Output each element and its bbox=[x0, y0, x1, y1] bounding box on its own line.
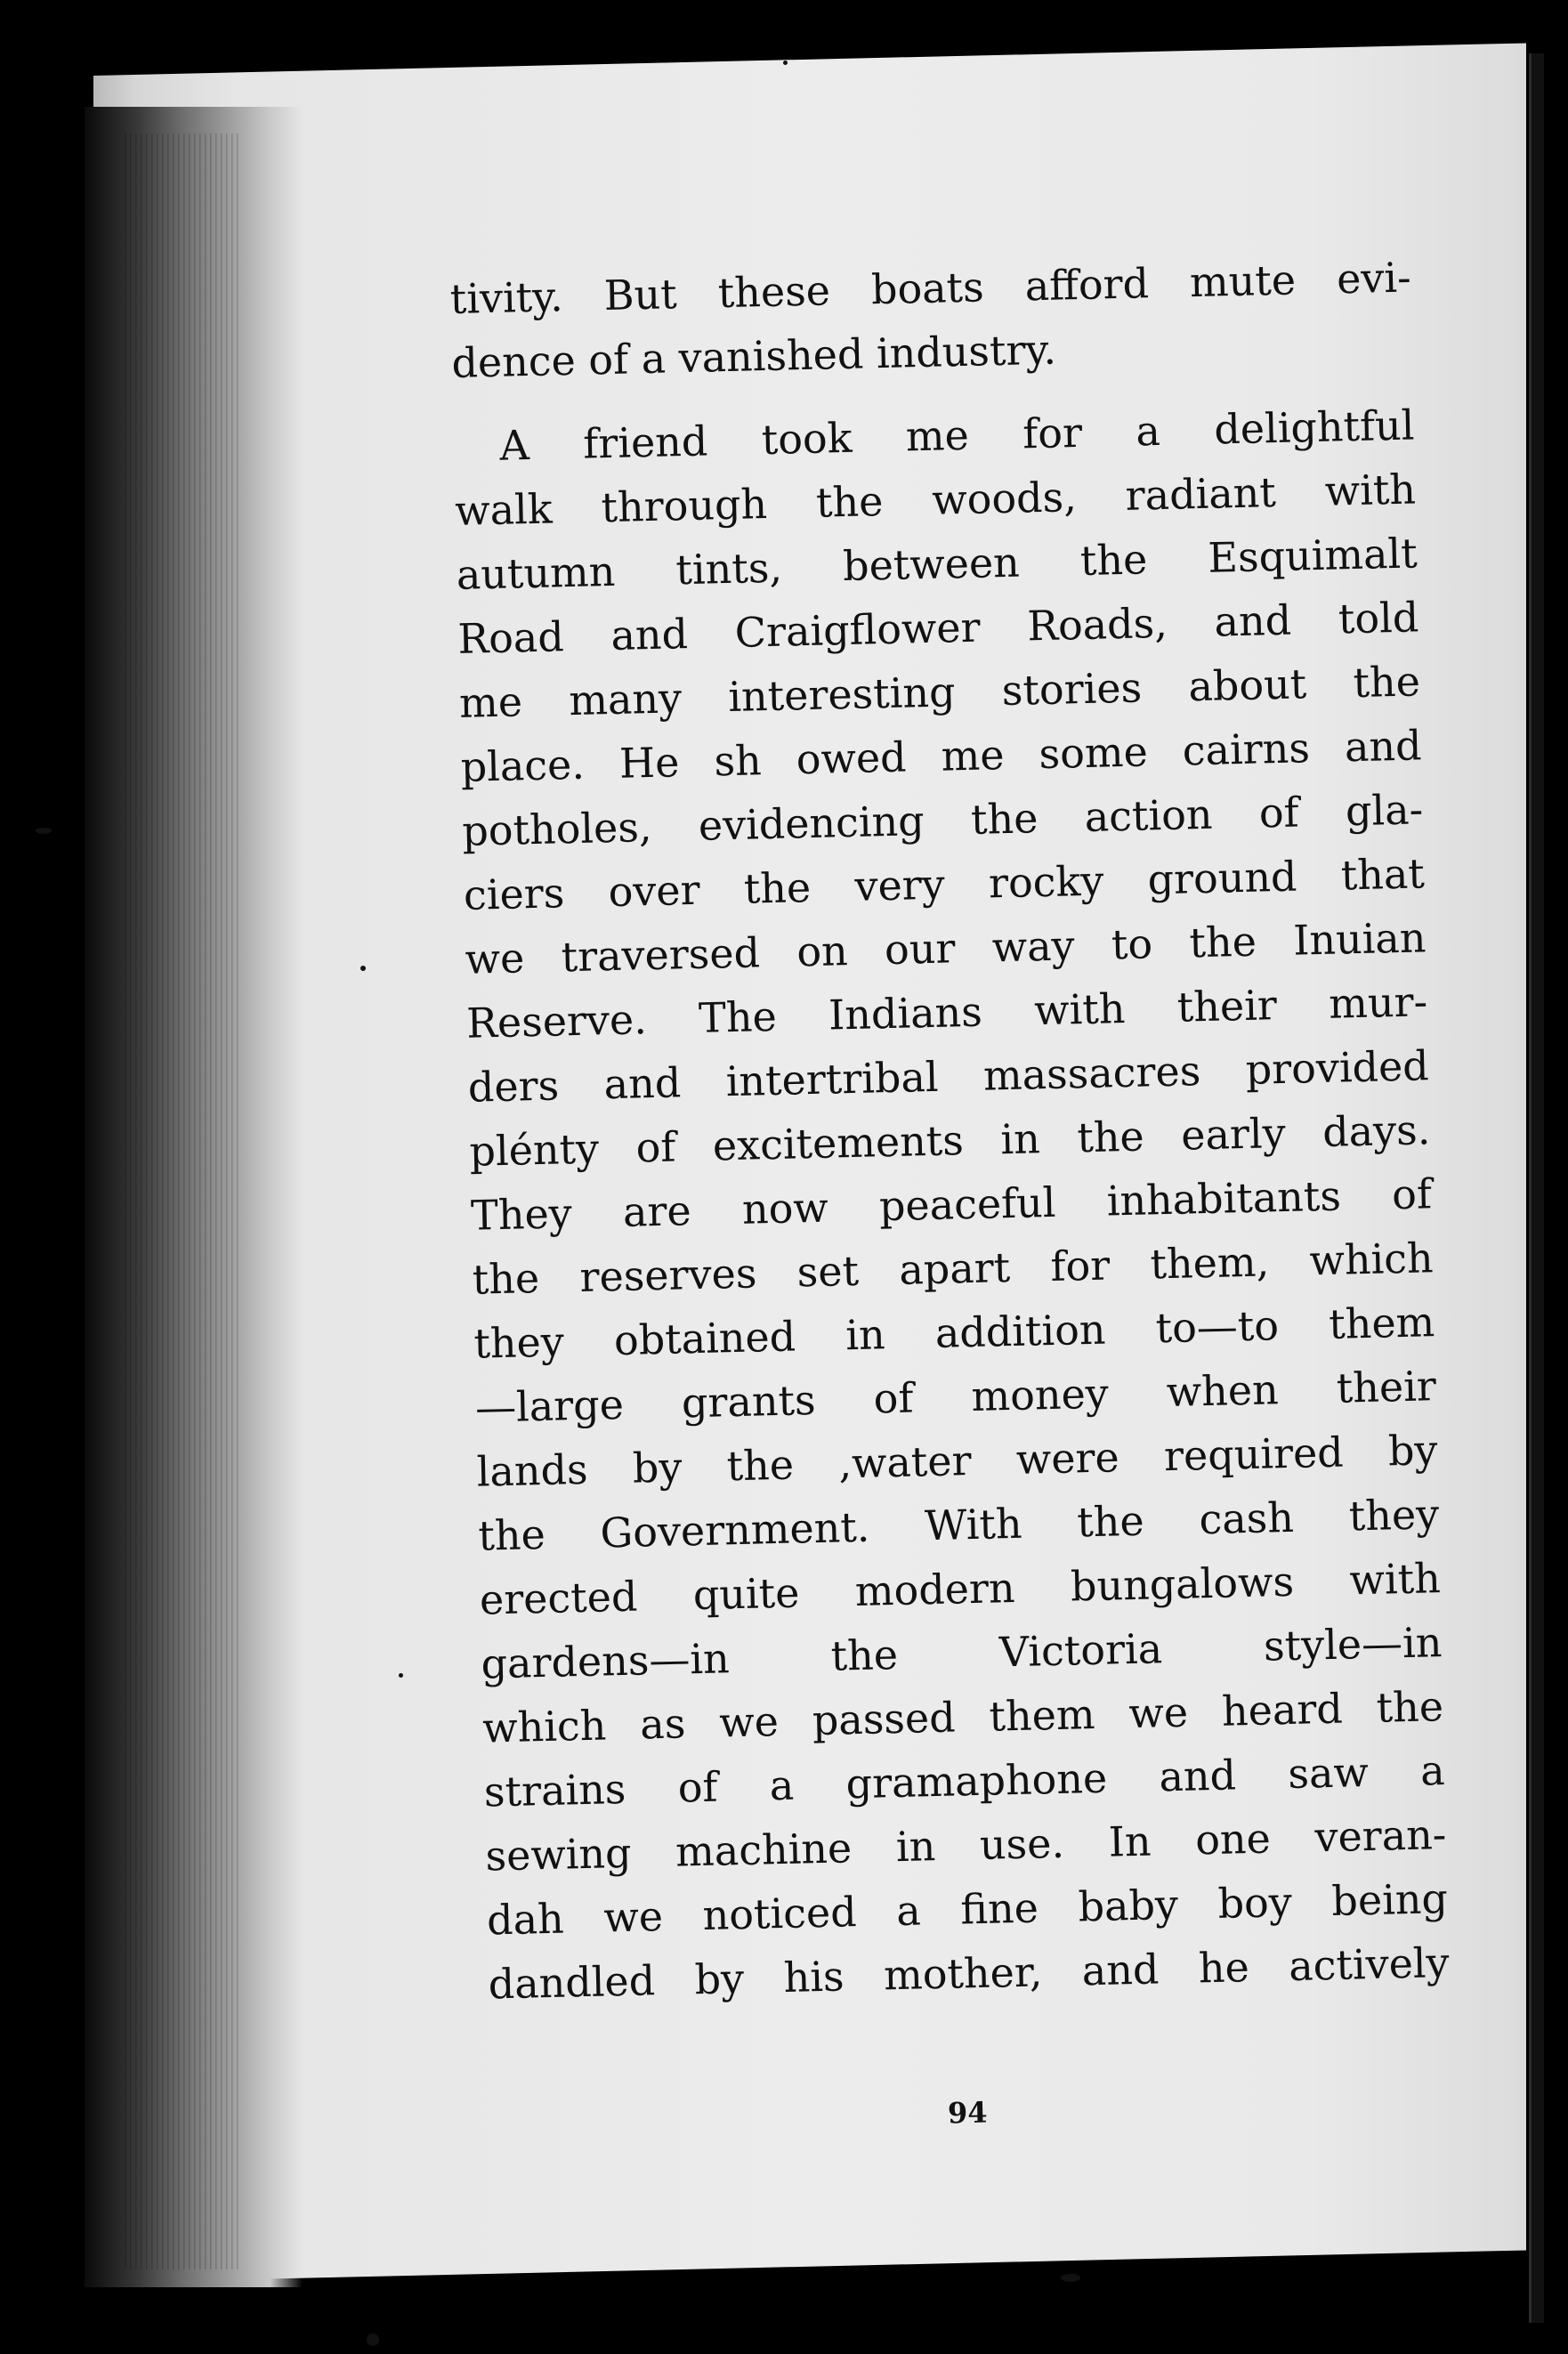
text-line: me many interesting stories about the bbox=[458, 657, 1421, 727]
text-line: the Government. With the cash they bbox=[477, 1490, 1440, 1560]
text-line: dandled by his mother, and he actively bbox=[488, 1938, 1451, 2009]
text-line: autumn tints, between the Esquimalt bbox=[456, 529, 1418, 599]
body-text bbox=[449, 245, 1450, 2016]
text-line: strains of a gramaphone and saw a bbox=[483, 1746, 1446, 1816]
text-line: erected quite modern bungalows with bbox=[479, 1554, 1442, 1624]
text-line: they obtained in addition to—to them bbox=[473, 1298, 1435, 1368]
opposite-page-edge bbox=[1529, 53, 1544, 2323]
dust-speck bbox=[783, 61, 788, 65]
text-line: ciers over the very rocky ground that bbox=[463, 849, 1426, 919]
dust-speck bbox=[1061, 2274, 1080, 2282]
text-line: lands by the ,water were required by bbox=[476, 1426, 1439, 1496]
dust-speck bbox=[36, 828, 52, 834]
text-line: the reserves set apart for them, which bbox=[472, 1234, 1435, 1304]
text-line: walk through the woods, radiant with bbox=[454, 465, 1417, 535]
text-line: Road and Craigflower Roads, and told bbox=[457, 593, 1419, 663]
text-line: They are now peaceful inhabitants of bbox=[470, 1169, 1433, 1240]
text-line: gardens—in the Victoria style—in bbox=[481, 1618, 1443, 1688]
text-line: plénty of excitements in the early days. bbox=[468, 1105, 1431, 1176]
text-line: dence of a vanished industry. bbox=[450, 325, 1057, 387]
text-line: place. He sh owed me some cairns and bbox=[460, 721, 1423, 791]
text-line: —large grants of money when their bbox=[474, 1362, 1437, 1432]
page-edge-lines bbox=[125, 133, 240, 2269]
text-line: sewing machine in use. In one veran- bbox=[484, 1810, 1447, 1881]
text-line: potholes, evidencing the action of gla- bbox=[461, 785, 1424, 855]
page-number: 94 bbox=[947, 2095, 988, 2131]
dust-speck bbox=[360, 966, 366, 971]
dust-speck bbox=[399, 1673, 403, 1678]
dust-speck bbox=[367, 2334, 379, 2346]
text-line: dah we noticed a fine baby boy being bbox=[486, 1874, 1449, 1945]
text-line: which as we passed them we heard the bbox=[481, 1682, 1444, 1752]
text-line: Reserve. The Indians with their mur- bbox=[465, 977, 1428, 1048]
text-line: we traversed on our way to the Inuian bbox=[465, 913, 1427, 983]
text-line: A friend took me for a delightful bbox=[498, 400, 1415, 470]
text-line: tivity. But these boats afford mute evi- bbox=[449, 253, 1412, 323]
text-line: ders and intertribal massacres provided bbox=[467, 1041, 1430, 1112]
